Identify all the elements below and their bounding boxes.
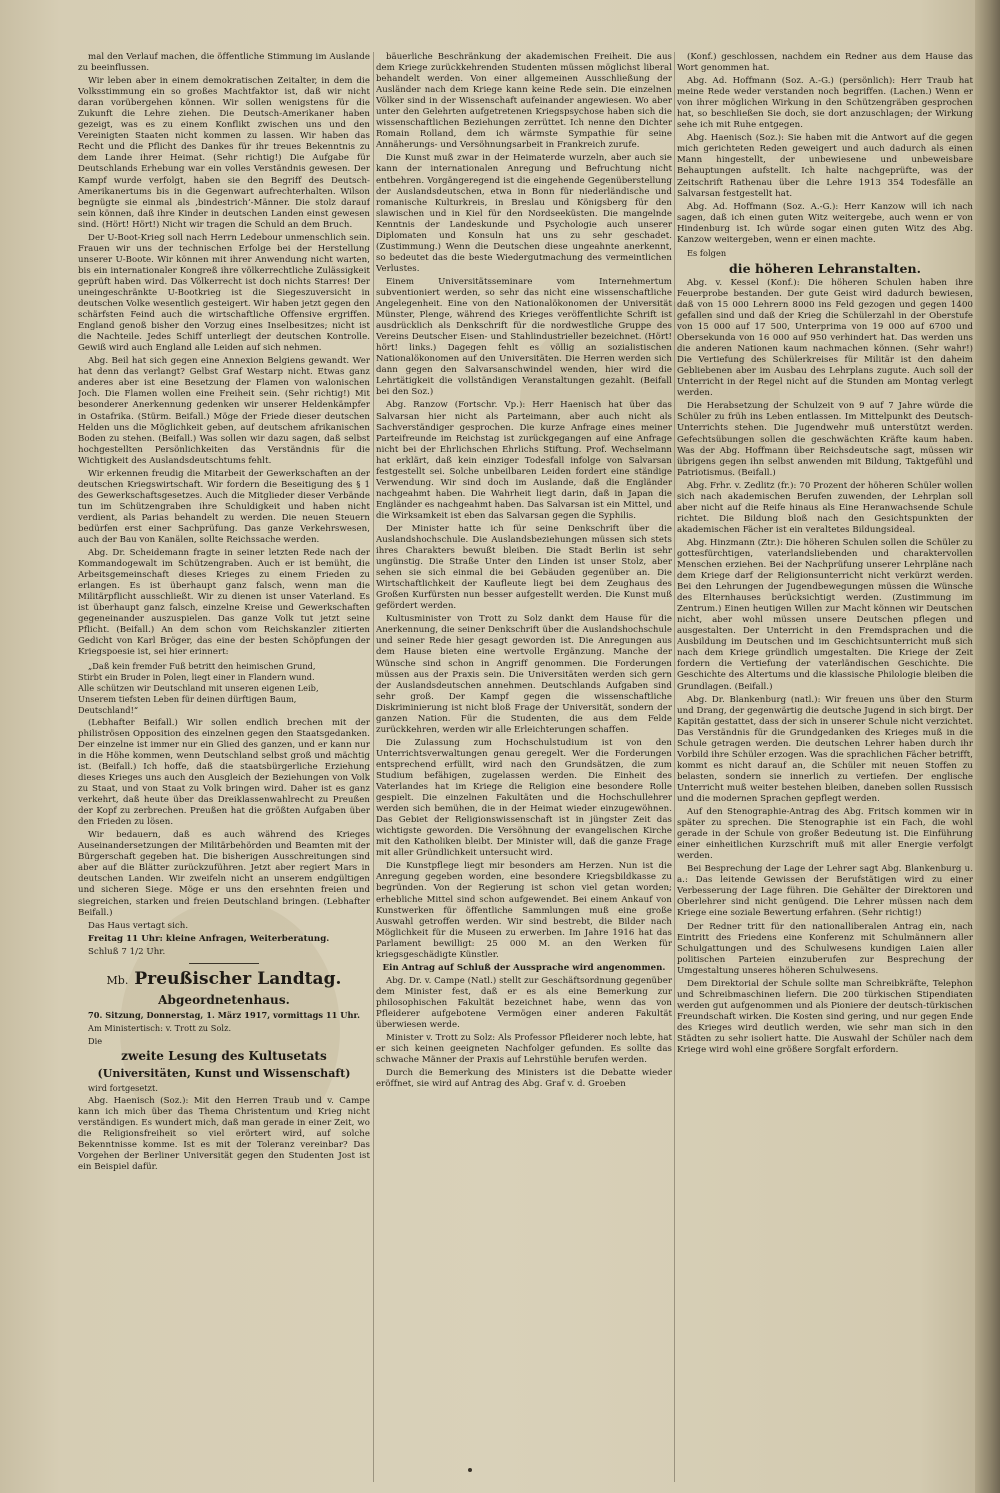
page-edge-shadow xyxy=(975,0,1000,1493)
section-heading xyxy=(78,969,370,991)
section-title: Preußischer Landtag. xyxy=(134,968,342,989)
topic-subtitle: (Universitäten, Kunst und Wissenschaft) xyxy=(97,1066,351,1080)
paragraph: Die Kunstpflege liegt mir besonders am Herzen. Nun ist die Anregung gegeben worden, eine besondere Kriegsbildkasse zu begründen. Von der Regierung ist schon viel getan worden; erhebliche Mittel sind schon aufgewendet. Bei einem Ankauf von Kunstwerken für öffentliche Sammlungen muß eine große Auswahl getroffen werden. Wir sind bestrebt, die Bilder nach Möglichkeit für die Museen zu erwerben. Im Jahre 1916 hat das Parlament bewilligt: 25 000 M. an den Werken für kriegsgeschädigte Künstler. xyxy=(376,861,672,960)
paragraph: Schluß 7 1/2 Uhr. xyxy=(88,946,166,957)
paragraph: (Konf.) geschlossen, nachdem ein Redner aus dem Hause das Wort genommen hat. xyxy=(677,52,973,74)
paragraph: Auf den Stenographie-Antrag des Abg. Fritsch kommen wir in später zu sprechen. Die Stenographie ist ein Fach, die wohl gerade in der Schule von großer Bedeutung ist. Die Einführung einer einheitlichen Kurzschrift muß mit aller Energie verfolgt werden. xyxy=(677,807,973,862)
paragraph: Die Zulassung zum Hochschulstudium ist von den Unterrichtsverwaltungen genau geregelt. Wer die Forderungen entsprechend erfüllt, wird nach den Grundsätzen, die zum Studium befähigen, zugelassen werden. Die Einheit des Vaterlandes hat im Kriege die Religion eine besondere Rolle gespielt. Die einzelnen Fakultäten und die Hochschullehrer werden sich bemühen, die in der Heimat wieder einzugewöhnen. Das Gebiet der Religionswissenschaft ist in jüngster Zeit das wichtigste geworden. Die Versöhnung der evangelischen Kirche mit den Katholiken bleibt. Der Minister will, daß die ganze Frage mit aller Gründlichkeit untersucht wird. xyxy=(376,737,672,859)
topic-intro: Die xyxy=(88,1035,103,1046)
topic-continuation: wird fortgesetzt. xyxy=(88,1082,159,1093)
paragraph: Bei Besprechung der Lage der Lehrer sagt Abg. Blankenburg u. a.: Das leitende Gewissen der Berufstätigen wird zu einer Verbesserung der Lage führen. Die Gehälter der Direktoren und Oberlehrer sind nicht genügend. Die Lehrer müssen nach dem Kriege eine soziale Bewertung erfahren. (Sehr richtig!) xyxy=(677,864,973,919)
paragraph: Abg. Dr. v. Campe (Natl.) stellt zur Geschäftsordnung gegenüber dem Minister fest, daß er es als eine Bemerkung zur philosophischen Fakultät bezeichnet habe, wenn das von Pfleiderer aufgebotene Vermögen einer anderen Fakultät überwiesen werde. xyxy=(376,975,672,1031)
paragraph: Durch die Bemerkung des Ministers ist die Debatte wieder eröffnet, sie wird auf Antrag des Abg. Graf v. d. Groeben xyxy=(376,1068,672,1090)
paragraph: Abg. Haenisch (Soz.): Mit den Herren Traub und v. Campe kann ich mich über das Thema Christentum und Krieg nicht verständigen. Es wundert mich, daß man gerade in einer Zeit, wo die Religionsfreiheit so viel erörtert wird, auf solche Bekenntnisse komme. Ist es mit der Toleranz vereinbar? Das Vorgehen der Berliner Universität gegen den Studenten Jost ist ein Beispiel dafür. xyxy=(78,1095,370,1173)
paragraph: Einem Universitätsseminare vom Internehmertum subventioniert werden, so sehr das nicht eine wissenschaftliche Angelegenheit. Eine von den Nationalökonomen der Universität Münster, Plenge, während des Krieges veröffentlichte Schrift ist ausdrücklich als Denkschrift für die nordwestliche Gruppe des Vereins Deutscher Eisen- und Stahlindustrieller bezeichnet. (Hört! hört! links.) Dagegen fehlt es völlig an sozialistischen Nationalökonomen auf den Universitäten. Die Herren werden sich dann gegen den Salvarsanschwindel wenden, hier wird die Lehrtätigkeit die vollständigen Veranstaltungen gezahlt. (Beifall bei den Soz.) xyxy=(376,276,672,398)
column-3 xyxy=(677,52,973,1492)
page-dot xyxy=(468,1468,472,1472)
ministry-info: Am Ministertisch: v. Trott zu Solz. xyxy=(88,1022,232,1033)
paragraph: Abg. Dr. Scheidemann fragte in seiner letzten Rede nach der Kommandogewalt im Schützengraben. Auch er ist bemüht, die Arbeitsgemeinschaft dieses Krieges zu einem Frieden zu erlangen. Es ist überhaupt ganz falsch, wenn man die Militärpflicht ausschließt. Wir zu dienen ist unser Vaterland. Es ist überhaupt ganz falsch, einzelne Kreise und Gewerkschaften gegeneinander auszuspielen. Das ganze Volk tut jetzt seine Pflicht. (Beifall.) An dem schon vom Reichskanzler zitierten Gedicht von Karl Bröger, das eine der besten Schöpfungen der Kriegspoesie ist, sei hier erinnert: xyxy=(78,548,370,658)
paragraph: Dem Direktorial der Schule sollte man Schreibkräfte, Telephon und Schreibmaschinen liefern. Die 200 türkischen Stipendiaten werden gut aufgenommen und als Pioniere der deutsch-türkischen Freundschaft wirken. Die Kosten sind gering, und nur gegen Ende des Krieges wird deutlich werden, wie sehr man sich in den Städten zu sehr isoliert hatte. Die Auswahl der Schüler nach dem Kriege wird wohl eine größere Sorgfalt erfordern. xyxy=(677,978,973,1056)
paragraph: Es folgen xyxy=(687,247,727,258)
paragraph: Die Kunst muß zwar in der Heimaterde wurzeln, aber auch sie kann der internationalen Anregung und Befruchtung nicht entbehren. Vorgängeregend ist die eingehende Gegenüberstellung der Auslandsdeutschen, etwa in Bonn für niederländische und romanische Kulturkreis, in Breslau und Königsberg für den slawischen und in Kiel für den Nordseeküsten. Die mangelnde Kenntnis der Landeskunde und Psychologie auch unserer Diplomaten und Konsuln hat uns zu sehr geschadet. (Zustimmung.) Wenn die Deutschen diese ungeahnte anerkennt, so bedeutet das die beste Wiedergutmachung des vermeintlichen Verlustes. xyxy=(376,153,672,274)
paragraph: Abg. v. Kessel (Konf.): Die höheren Schulen haben ihre Feuerprobe bestanden. Der gute Geist wird dadurch bewiesen, daß von 15 000 Lehrern 8000 ins Feld gezogen und gegen 1400 gefallen sind und daß der Krieg die Schülerzahl in der Oberstufe von 15 000 auf 17 500, Unterprima von 19 000 auf 6700 und Obersekunda von 16 000 auf 950 verhindert hat. Das werden uns die anderen Nationen kaum nachmachen können. (Sehr wahr!) Die Vertiefung des Schülerkreises für Militär ist den daheim Gebliebenen aber im Ausbau des Lehrplans zugute. Auch soll der Unterricht in der Regel nicht auf die Stunden am Montag verlegt werden. xyxy=(677,277,973,399)
paragraph: Freitag 11 Uhr: kleine Anfragen, Weiterberatung. xyxy=(88,933,330,944)
paragraph: Das Haus vertagt sich. xyxy=(88,920,189,931)
paragraph: Abg. Ad. Hoffmann (Soz. A.-G.) (persönlich): Herr Traub hat meine Rede weder verstanden noch begriffen. (Lachen.) Wenn er von ihrer möglichen Wirkung in den Schützengräben gesprochen hat, so beschließen Sie doch, sie dort anzuschlagen; der Wirkung sehe ich mit Ruhe entgegen. xyxy=(677,76,973,131)
paragraph: Minister v. Trott zu Solz: Als Professor Pfleiderer noch lebte, hat er sich keinen geeigneten Nachfolger gefunden. Es sollte das schwache Männer der Praxis auf Lehrstühle berufen werden. xyxy=(376,1033,672,1066)
column-rule xyxy=(373,52,374,1482)
section-prefix: Mb. xyxy=(106,973,129,987)
paragraph: Der Minister hatte ich für seine Denkschrift über die Auslandshochschule. Die Auslandsbeziehungen müssen sich stets ihres Charakters bewußt bleiben. Die Stadt Berlin ist sehr ungünstig. Die Straße Unter den Linden ist unser Stolz, aber sehen sie sich einmal die bei Gebäuden gegenüber an. Die Wirtschaftlichkeit der Kaufleute liegt bei dem Zeughaus des Großen Kurfürsten nun besser aufgestellt werden. Die Kunst muß gefördert werden. xyxy=(376,523,672,612)
paragraph: Abg. Frhr. v. Zedlitz (fr.): 70 Prozent der höheren Schüler wollen sich nach akademischen Berufen zuwenden, der Lehrplan soll aber nicht auf die Reife hinaus als Eine Heranwachsende Schule richtet. Die Bildung bloß nach den Gesichtspunkten der akademischen Fächer ist ein veraltetes Bildungsideal. xyxy=(677,480,973,535)
topic-title: zweite Lesung des Kultusetats xyxy=(121,1048,327,1063)
paragraph: Ein Antrag auf Schluß der Aussprache wird angenommen. xyxy=(382,962,666,973)
paragraph: Abg. Beil hat sich gegen eine Annexion Belgiens gewandt. Wer hat denn das verlangt? Gelbst Graf Westarp nicht. Etwas ganz anderes aber ist eine Besetzung der Flamen von walonischen Joch. Die Flamen wollen eine Freiheit sein. (Sehr richtig!) Mit besonderer Anerkennung gedenken wir unserer Heldenkämpfer in Ostafrika. (Stürm. Beifall.) Möge der Friede dieser deutschen Helden uns die Möglichkeit geben, auf deutschem afrikanischen Boden zu stehen. (Beifall.) Was sollen wir dazu sagen, daß selbst hochgestellten Persönlichkeiten das Verständnis für die Wichtigkeit des Auslandsdeutschtums fehlt. xyxy=(78,356,370,466)
column-1 xyxy=(78,52,370,1492)
paragraph: Wir leben aber in einem demokratischen Zeitalter, in dem die Volksstimmung ein so großes Machtfaktor ist, daß wir nicht daran vorübergehen können. Wir sollen wenigstens für die Zukunft die Lehre ziehen. Die Deutsch-Amerikaner haben gezeigt, was es zu einem Konflikt zwischen uns und den Vereinigten Staaten nicht kommen zu lassen. Wir haben das Recht und die Pflicht des Dankes für ihr treues Bekenntnis zu dem Lande ihrer Heimat. (Sehr richtig!) Die Aufgabe für Deutschlands Erhebung war ein volles Verständnis gewesen. Der Kampf wurde verfolgt, haben sie den Begriff des Deutsch-Amerikanertums bis in die Gegenwart aufrechterhalten. Wilson begnügte sie einmal als ‚bindestrich‘-Männer. Die stolz darauf sein können, daß ihre Kinder in deutschen Landen einst gewesen sind. (Hört! Hört!) Nicht wir tragen die Schuld an dem Bruch. xyxy=(78,76,370,230)
paragraph: Abg. Haenisch (Soz.): Sie haben mit die Antwort auf die gegen mich gerichteten Reden geweigert und auch dadurch als einen Mann hingestellt, der unbewiesene und unbeweisbare Behauptungen aufstellt. Ich halte nachgeprüfte, was der Zeitschrift Rathenau über die Lehre 1913 354 Todesfälle an Salvarsan festgestellt hat. xyxy=(677,133,973,199)
paragraph: Wir bedauern, daß es auch während des Krieges Auseinandersetzungen der Militärbehörden und Beamten mit der Bürgerschaft gegeben hat. Die bisherigen Ausschreitungen sind aber auf die Blätter zurückzuführen. Jetzt aber regiert Mars in deutschen Landen. Wir zweifeln nicht an unserem endgültigen und sicheren Siege. Möge er uns den ersehnten freien und siegreichen, starken und freien Deutschland bringen. (Lebhafter Beifall.) xyxy=(78,830,370,918)
paragraph: Der U-Boot-Krieg soll nach Herrn Ledebour unmenschlich sein. Frauen wir uns der technischen Erfolge bei der Herstellung unserer U-Boote. Wir können mit ihrer Anwendung nicht warten, bis ein internationaler Kongreß ihre völkerrechtliche Zulässigkeit geprüft haben wird. Das Völkerrecht ist doch nichts Starres! Der uneingeschränkte U-Bootkrieg ist die Siegeszuversicht in deutschen Volke wesentlich gesteigert. Wir haben jetzt gegen den schärfsten Feind auch die wirtschaftliche Offensive ergriffen. England genoß bisher den Vorzug eines Inselbesitzes; nicht ist die Nachteile. Jedes Schiff unterliegt der deutschen Kontrolle. Gewiß wird auch England alle Leiden auf sich nehmen. xyxy=(78,232,370,354)
separator-line xyxy=(189,963,259,964)
paragraph: bäuerliche Beschränkung der akademischen Freiheit. Die aus dem Kriege zurückkehrenden Studenten müssen möglichst liberal behandelt werden. Von einer allgemeinen Ausschließung der Ausländer nach dem Kriege kann keine Rede sein. Die einzelnen Völker sind in der Wissenschaft aufeinander angewiesen. Wo aber unter den Gelehrten aufgetretenen Kriegspsychose haben sich die wissenschaftlichen Beziehungen zerrüttet. Ich nenne den Dichter Romain Rolland, dem ich wärmste Sympathie für seine Annäherungs- und Versöhnungsarbeit in Frankreich zurufe. xyxy=(376,52,672,151)
paragraph: Wir erkennen freudig die Mitarbeit der Gewerkschaften an der deutschen Kriegswirtschaft. Wir fordern die Beseitigung des § 1 des Gewerkschaftsgesetzes. Auch die Mitglieder dieser Verbände tun im Schützengraben ihre Schuldigkeit und haben nicht verdient, als Parias behandelt zu werden. Die neuen Steuern bedürfen erst einer Sachprüfung. Das ganze Verkehrswesen, auch der Bau von Kanälen, sollte Reichssache werden. xyxy=(78,468,370,546)
column-rule xyxy=(674,52,675,1482)
paragraph: Der Redner tritt für den nationalliberalen Antrag ein, nach Eintritt des Friedens eine Konferenz mit Schulmännern aller Schulgattungen und des Schulwesens kundigen Laien aller politischen Parteien einzuberufen zur Besprechung der Umgestaltung unseres höheren Schulwesens. xyxy=(677,921,973,976)
section-heading: die höheren Lehranstalten. xyxy=(729,260,921,276)
paragraph: Abg. Ranzow (Fortschr. Vp.): Herr Haenisch hat über das Salvarsan hier nicht als Parteimann, aber auch nicht als Sachverständiger gesprochen. Die kurze Anfrage eines meiner Parteifreunde im Reichstag ist zurückgegangen auf eine Anfrage nicht bei der Ehrlichschen Ehrlichs Stiftung. Prof. Wechselmann hat erklärt, daß kein einziger Todesfall infolge von Salvarsan festgestellt sei. Solche unbeilbaren Leiden fordert eine ständige Verwendung. Wir sind doch im Auslande, daß die Engländer nachgeahmt haben. Die Wahrheit liegt darin, daß in Japan die Engländer es nachgeahmt haben. Das Salvarsan ist ein Mittel, und die Wirksamkeit ist eben das Salvarsan gegen die Syphilis. xyxy=(376,400,672,521)
paragraph: Abg. Dr. Blankenburg (natl.): Wir freuen uns über den Sturm und Drang, der gegenwärtig die deutsche Jugend in sich birgt. Der Kapitän gestattet, dass der sich in unserer Schule nicht verzichtet. Das Verständnis für die Grundgedanken des Krieges muß in die Schule getragen werden. Die deutschen Lehrer haben durch ihr Vorbild ihre Schüler erzogen. Was die sprachlichen Fächer betrifft, kommt es nicht darauf an, die Schüler mit neuen Stoffen zu belasten, sondern sie innerlich zu vertiefen. Der englische Unterricht muß weiter bestehen bleiben, daneben sollen Russisch und die modernen Sprachen gepflegt werden. xyxy=(677,694,973,804)
paragraph: Kultusminister von Trott zu Solz dankt dem Hause für die Anerkennung, die seiner Denkschrift über die Auslandshochschule und seiner Rede hier gesagt geworden ist. Die Anregungen aus dem Hause bieten eine wertvolle Ergänzung. Manche der Wünsche sind schon in Angriff genommen. Die Forderungen müssen aus der Praxis sein. Die Universitäten werden sich gern der Auslandsdeutschen annehmen. Deutschlands Aufgaben sind sehr groß. Der Kampf gegen die wissenschaftliche Diskriminierung ist nicht bloß Frage der Universität, sondern der ganzen Nation. Für die Studenten, die aus dem Felde zurückkehren, werden wir alle Erleichterungen schaffen. xyxy=(376,614,672,735)
paragraph: Die Herabsetzung der Schulzeit von 9 auf 7 Jahre würde die Schüler zu früh ins Leben entlassen. Im Mittelpunkt des Deutsch-Unterrichts stehen. Die Jugendwehr muß unterstützt werden. Gefechtsübungen sollen die geschwächten Kräfte kaum haben. Was der Abg. Hoffmann über Reichsdeutsche sagt, müssen wir übrigens gegen ihn selbst anwenden mit Bildung, Taktgefühl und Patriotismus. (Beifall.) xyxy=(677,401,973,478)
paragraph: (Lebhafter Beifall.) Wir sollen endlich brechen mit der philiströsen Opposition des einzelnen gegen den Staatsgedanken. Der einzelne ist immer nur ein Glied des ganzen, und er kann nur in die Höhe kommen, wenn Deutschland selbst groß und mächtig ist. (Beifall.) Ich hoffe, daß die staatsbürgerliche Erziehung dieses Krieges uns auch den Ausgleich der Beziehungen von Volk zu Staat, und von Staat zu Volk bringen wird. Daher ist es ganz verkehrt, daß heute über das Dreiklassenwahlrecht zu Preußen der Kopf zu zerbrechen. Preußen hat die größten Aufgaben über den Frieden zu lösen. xyxy=(78,717,370,828)
paragraph: Abg. Hinzmann (Ztr.): Die höheren Schulen sollen die Schüler zu gottesfürchtigen, vaterlandsliebenden und charaktervollen Menschen erziehen. Bei der Nachprüfung unserer Lehrpläne nach dem Kriege darf der Religionsunterricht nicht verkürzt werden. Bei den Lehrungen der Jugendbewegungen müssen die Wünsche des Elternhauses berücksichtigt werden. (Zustimmung im Zentrum.) Einen heutigen Willen zur Macht können wir Deutschen nicht, aber wohl müssen unsere Deutschen pflegen und ausgestalten. Der Unterricht in den Fremdsprachen und die Ausbildung im Deutschen und im Geschichtsunterricht muß sich nach dem Kriege gründlich umgestalten. Die Kriege der Zeit fordern die Vertiefung der vaterländischen Geschichte. Die Geschichte des Altertums und die klassische Philologie bleiben die Grundlagen. (Beifall.) xyxy=(677,537,973,692)
paragraph: Abg. Ad. Hoffmann (Soz. A.-G.): Herr Kanzow will ich nach sagen, daß ich einen guten Witz weitergebe, auch wenn er von Hindenburg ist. Ich würde sogar einen guten Witz des Abg. Kanzow weitergeben, wenn er einen machte. xyxy=(677,201,973,245)
session-info: 70. Sitzung, Donnerstag, 1. März 1917, vormittags 11 Uhr. xyxy=(87,1009,361,1020)
column-2 xyxy=(376,52,672,1492)
section-subtitle: Abgeordnetenhaus. xyxy=(158,992,290,1007)
poem: „Daß kein fremder Fuß betritt den heimischen Grund, Stirbt ein Bruder in Polen, liegt einer in Flandern wund. Alle schützen wir Deutschland mit unseren eigenen Leib, Unserem tiefsten Leben für deinen dürftigen Baum, Deutschland!“ xyxy=(78,660,319,715)
paragraph: mal den Verlauf machen, die öffentliche Stimmung im Auslande zu beeinflussen. xyxy=(78,52,370,74)
